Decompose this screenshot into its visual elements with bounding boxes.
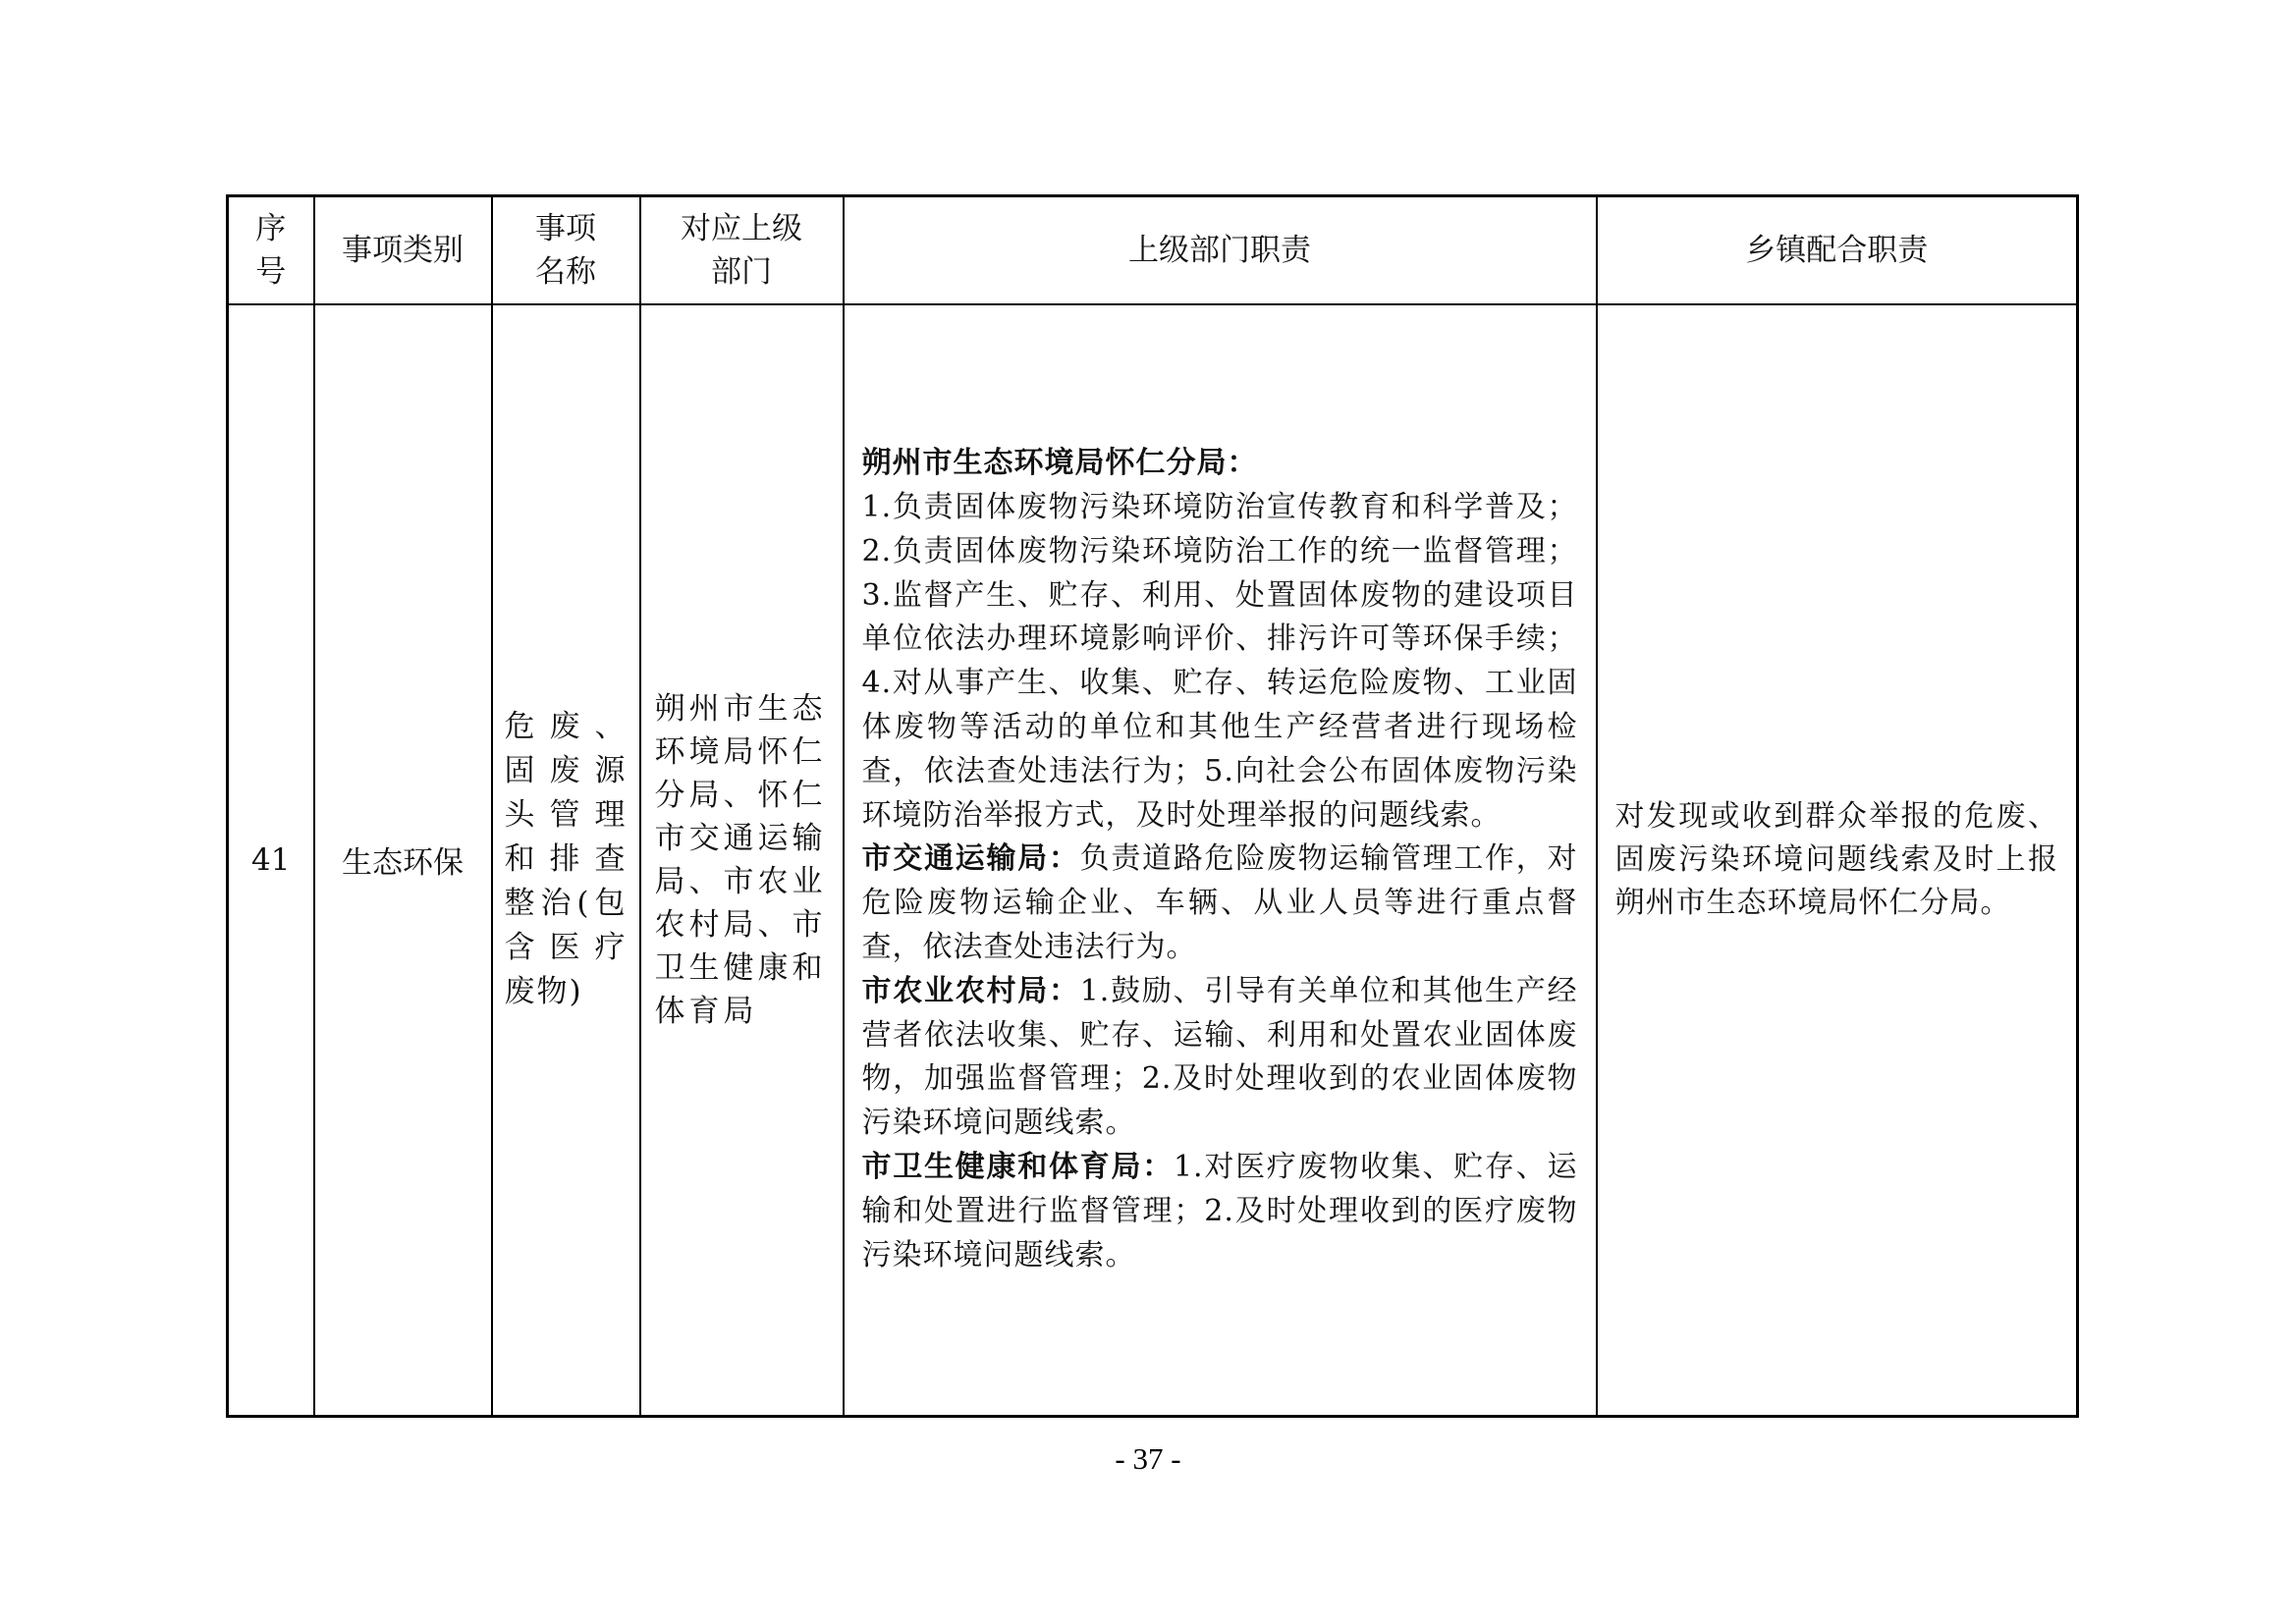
header-category: 事项类别 bbox=[314, 196, 492, 304]
row-upper-duty bbox=[844, 304, 1597, 1417]
header-seq bbox=[228, 196, 314, 304]
header-upper-dept-text: 对应上级部门 bbox=[681, 210, 802, 290]
duty-section-text: 1.对医疗废物收集、贮存、运输和处置进行监督管理；2.及时处理收到的医疗废物污染环境问题线索。 bbox=[861, 1149, 1578, 1272]
duty-section bbox=[862, 1146, 1578, 1277]
row-upper-dept: 朔州市生态环境局怀仁分局、怀仁市交通运输局、市农业农村局、市卫生健康和体育局 bbox=[640, 304, 844, 1417]
duty-section bbox=[862, 442, 1578, 838]
duty-section-head: 市农业农村局： bbox=[861, 973, 1080, 1008]
duty-section-text: 负责道路危险废物运输管理工作，对危险废物运输企业、车辆、从业人员等进行重点督查，依法查处违法行为。 bbox=[861, 841, 1578, 964]
header-upper-dept bbox=[640, 196, 844, 304]
header-town-duty: 乡镇配合职责 bbox=[1597, 196, 2078, 304]
header-upper-duty: 上级部门职责 bbox=[844, 196, 1597, 304]
header-row bbox=[228, 196, 2078, 304]
page-number: - 37 - bbox=[1115, 1441, 1181, 1476]
duty-section-head: 市卫生健康和体育局： bbox=[861, 1149, 1174, 1184]
duty-section bbox=[862, 970, 1578, 1146]
duty-section-head: 朔州市生态环境局怀仁分局： bbox=[861, 446, 1258, 481]
duty-section-text: 1.负责固体废物污染环境防治宣传教育和科学普及；2.负责固体废物污染环境防治工作的统一监督管理；3.监督产生、贮存、利用、处置固体废物的建设项目单位依法办理环境影响评价、排污许可等环保手续；4.对从事产生、收集、贮存、转运危险废物、工业固体废物等活动的单位和其他生产经营者进行现场检查，依法查处违法行为；5.向社会公布固体废物污染环境防治举报方式，及时处理举报的问题线索。 bbox=[861, 489, 1578, 833]
duty-section bbox=[862, 838, 1578, 969]
table-row bbox=[228, 304, 2078, 1417]
header-name-text: 事项名称 bbox=[535, 210, 596, 290]
header-name bbox=[492, 196, 640, 304]
duty-table bbox=[226, 194, 2079, 1418]
row-seq: 41 bbox=[228, 304, 314, 1417]
duty-section-head: 市交通运输局： bbox=[861, 841, 1080, 877]
duty-section-text: 1.鼓励、引导有关单位和其他生产经营者依法收集、贮存、运输、利用和处置农业固体废物，加强监督管理；2.及时处理收到的农业固体废物污染环境问题线索。 bbox=[861, 973, 1578, 1141]
row-name: 危废、固废源头管理和排查整治(包含医疗废物) bbox=[492, 304, 640, 1417]
row-town-duty: 对发现或收到群众举报的危废、固废污染环境问题线索及时上报朔州市生态环境局怀仁分局。 bbox=[1597, 304, 2078, 1417]
row-category: 生态环保 bbox=[314, 304, 492, 1417]
header-seq-text: 序号 bbox=[255, 210, 287, 290]
